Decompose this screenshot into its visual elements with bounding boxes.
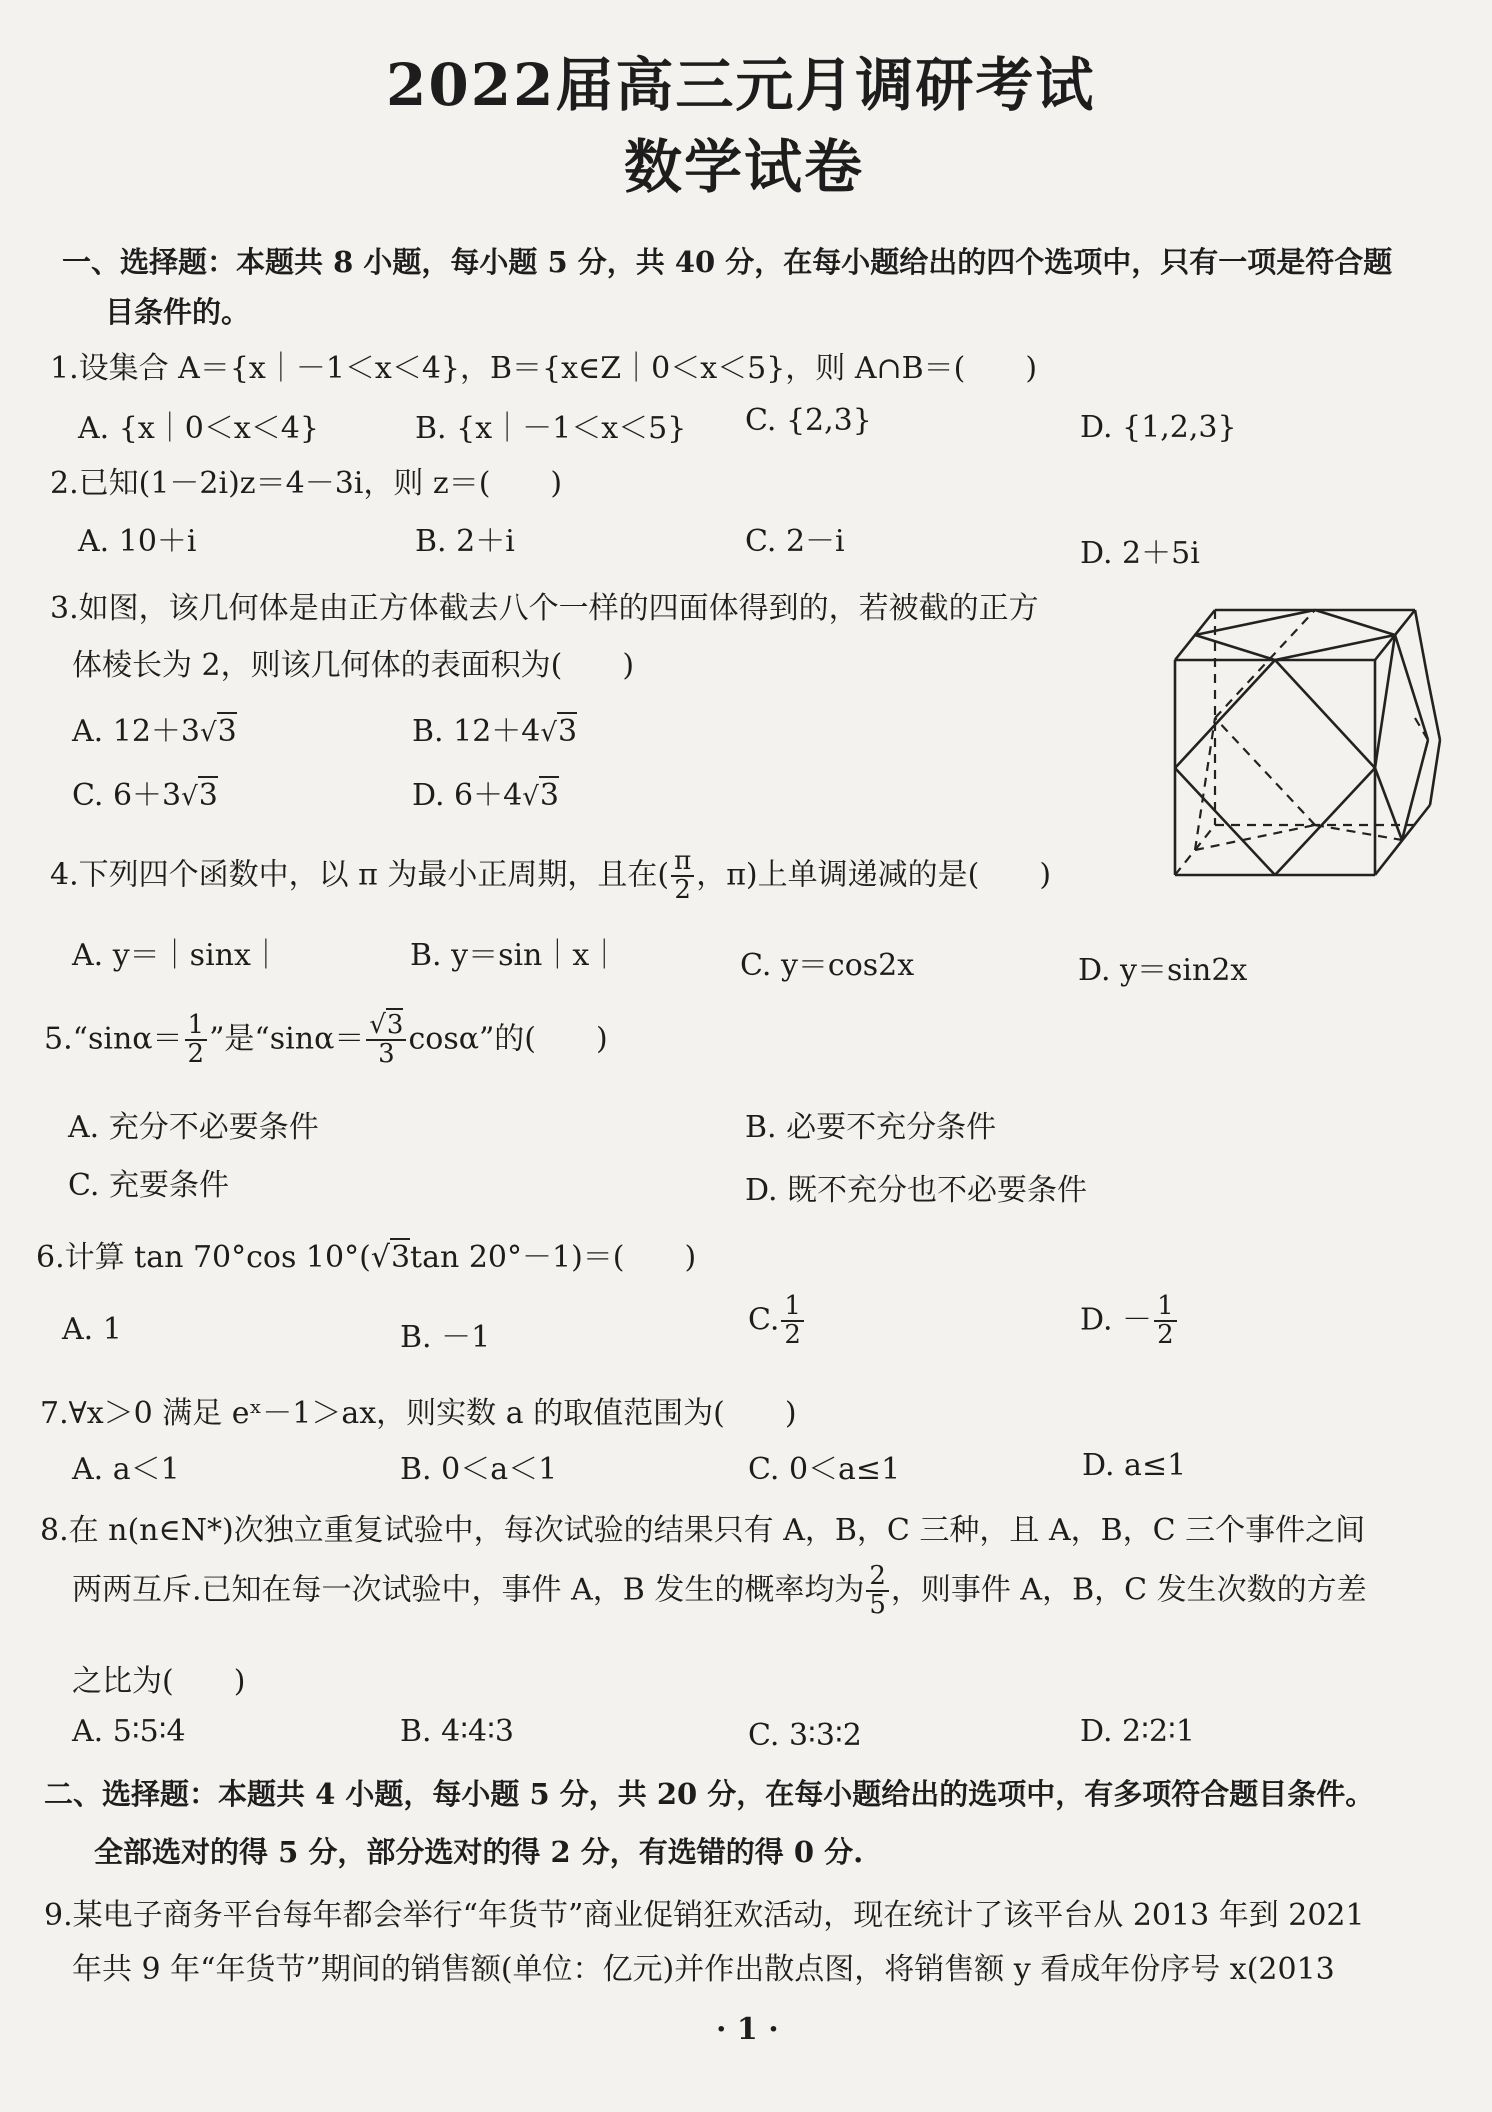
fraction: $\frac{√3}{3}$ [366,1012,406,1069]
exam-title: 2022届高三元月调研考试 [386,51,1096,119]
q5-option-a: A. 充分不必要条件 [68,1110,319,1145]
q4-option-d: D. y＝sin2x [1078,953,1248,988]
q3-option-a: A. 12＋3√3 [72,714,237,749]
question-7-stem: 7.∀x＞0 满足 eˣ－1＞ax，则实数 a 的取值范围为( ) [40,1396,797,1431]
q7-option-d: D. a≤1 [1082,1448,1187,1483]
question-8-stem-end: 之比为( ) [72,1664,246,1699]
q3-option-b: B. 12＋4√3 [412,714,578,749]
fraction: $\frac{1}{2}$ [781,1293,804,1350]
q1-option-d: D. {1,2,3} [1080,410,1237,445]
fraction: $\frac{\pi}{2}$ [671,848,694,905]
q1-option-a: A. {x｜0＜x＜4} [78,411,319,446]
question-8-stem: 8.在 n(n∈N*)次独立重复试验中，每次试验的结果只有 A，B，C 三种，且 A，B，C 三个事件之间 [40,1513,1366,1548]
question-5-stem: 5.“sinα＝ $\frac{1}{2}$ ”是“sinα＝ $\frac{√3}{3}$ cosα”的( ) [44,1010,608,1070]
q2-option-b: B. 2＋i [415,524,515,559]
q1-option-c: C. {2,3} [745,403,872,438]
q4-option-b: B. y＝sin｜x｜ [410,938,620,973]
q4-option-a: A. y＝｜sinx｜ [72,938,281,973]
exam-subtitle: 数学试卷 [624,133,865,201]
fraction: $\frac{1}{2}$ [1154,1293,1177,1350]
q3-option-d: D. 6＋4√3 [412,778,559,813]
q6-option-d: D. － $\frac{1}{2}$ [1080,1293,1179,1350]
q7-option-b: B. 0＜a＜1 [400,1452,558,1487]
q2-option-c: C. 2－i [745,524,845,559]
question-3-stem-cont: 体棱长为 2，则该几何体的表面积为( ) [72,648,635,683]
fraction: $\frac{2}{5}$ [866,1563,889,1620]
q5-option-c: C. 充要条件 [68,1168,229,1203]
fraction: $\frac{1}{2}$ [185,1012,208,1069]
q5-option-b: B. 必要不充分条件 [745,1110,997,1145]
q2-option-a: A. 10＋i [78,524,197,559]
question-1-stem: 1.设集合 A＝{x｜－1＜x＜4}，B＝{x∈Z｜0＜x＜5}，则 A∩B＝( ) [50,351,1038,386]
q6-option-b: B. －1 [400,1320,491,1355]
q6-option-a: A. 1 [62,1312,122,1347]
question-2-stem: 2.已知(1－2i)z＝4－3i，则 z＝( ) [50,466,563,501]
q8-option-d: D. 2∶2∶1 [1080,1714,1195,1749]
section1-heading: 一、选择题：本题共 8 小题，每小题 5 分，共 40 分，在每小题给出的四个选项中，只有一项是符合题 [62,245,1393,279]
q8-option-c: C. 3∶3∶2 [748,1718,862,1753]
question-8-stem-cont: 两两互斥.已知在每一次试验中，事件 A，B 发生的概率均为 $\frac{2}{5}$ ，则事件 A，B，C 发生次数的方差 [72,1561,1367,1621]
page-number: · 1 · [716,2012,779,2047]
q6-option-c: C. $\frac{1}{2}$ [748,1293,806,1350]
q3-option-c: C. 6＋3√3 [72,778,218,813]
question-4-stem: 4.下列四个函数中，以 π 为最小正周期，且在( $\frac{\pi}{2}$ ，π)上单调递减的是( ) [50,846,1052,906]
question-6-stem: 6.计算 tan 70°cos 10°(√3tan 20°－1)＝( ) [36,1240,697,1275]
section2-heading: 二、选择题：本题共 4 小题，每小题 5 分，共 20 分，在每小题给出的选项中，有多项符合题目条件。 [44,1777,1375,1811]
q5-option-d: D. 既不充分也不必要条件 [745,1173,1088,1208]
q7-option-c: C. 0＜a≤1 [748,1452,901,1487]
q7-option-a: A. a＜1 [72,1452,180,1487]
question-3-stem: 3.如图，该几何体是由正方体截去八个一样的四面体得到的，若被截的正方 [50,591,1039,626]
section2-heading-cont: 全部选对的得 5 分，部分选对的得 2 分，有选错的得 0 分. [94,1835,864,1869]
q1-option-b: B. {x｜－1＜x＜5} [415,411,687,446]
q4-option-c: C. y＝cos2x [740,948,915,983]
section1-heading-cont: 目条件的。 [105,295,251,329]
truncated-cube-figure [1160,590,1450,895]
q8-option-b: B. 4∶4∶3 [400,1714,514,1749]
question-9-stem: 9.某电子商务平台每年都会举行“年货节”商业促销狂欢活动，现在统计了该平台从 2013 年到 2021 [44,1898,1365,1933]
q2-option-d: D. 2＋5i [1080,536,1200,571]
q8-option-a: A. 5∶5∶4 [72,1714,186,1749]
question-9-stem-cont: 年共 9 年“年货节”期间的销售额(单位：亿元)并作出散点图，将销售额 y 看成年份序号 x(2013 [72,1952,1335,1987]
